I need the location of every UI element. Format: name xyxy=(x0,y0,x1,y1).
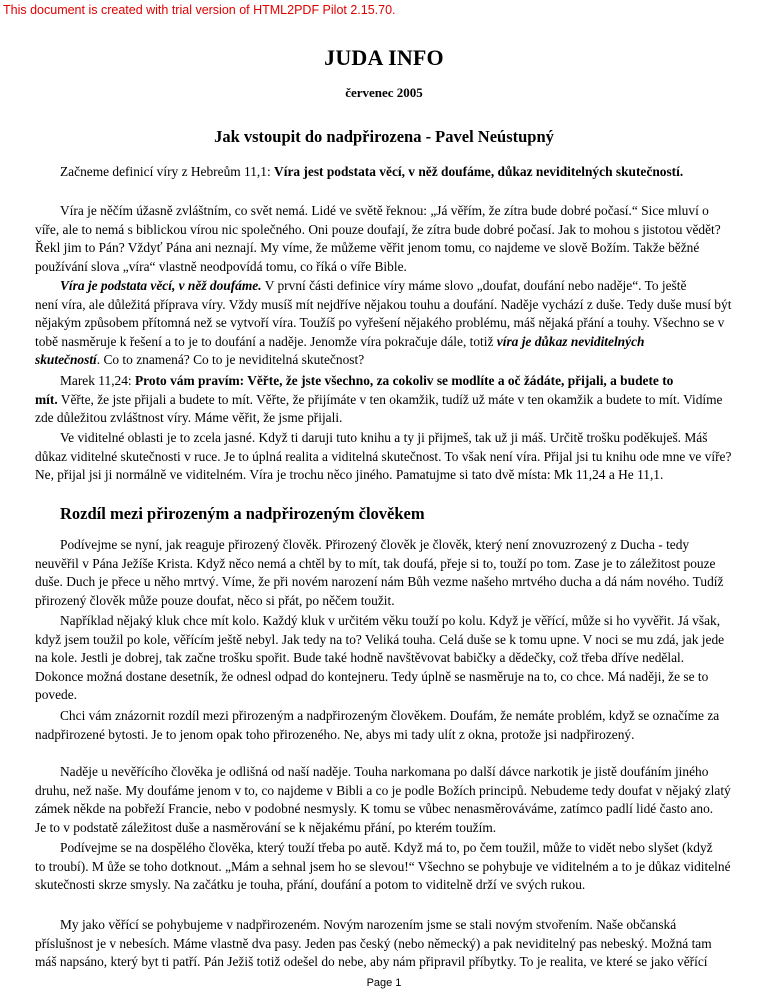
text-line: na kole. Jestli je dobrej, tak začne trošku spořit. Bude také hodně navštěvovat babičky a dědečky, což třeba dříve nedělal. xyxy=(35,650,685,665)
text-line: Víra je něčím úžasně zvláštním, co svět nemá. Lidé ve světě řeknou: „Já věřím, že zítra bude dobré počasí.“ Sice mluví o xyxy=(60,203,709,218)
bold-quote: mít. xyxy=(35,391,58,407)
bold-italic-quote: skutečností xyxy=(35,352,97,367)
bold-italic-quote: Víra je podstata věcí, v něž doufáme. xyxy=(60,278,262,293)
text-line: Ve viditelné oblasti je to zcela jasné. Když ti daruji tuto knihu a ty ji přijmeš, tak už ji máš. Určitě trošku poděkuješ. Máš xyxy=(60,430,708,445)
text-line: nadpřirozené bytosti. Je to jenom opak toho přirozeného. Ne, abys mi tady ulít z okna, protože jsi nadpřirozený. xyxy=(35,726,635,742)
text-line: víře, ale to nemá s biblickou vírou nic společného. Oni pouze doufají, že zítra bude dobré počasí. Jak to mohou s jistotou vědět? xyxy=(35,221,721,237)
text-line: skutečnosti skrze smysly. Na začátku je touha, přání, doufání a potom to viditelně drží ve svých rukou. xyxy=(35,877,586,892)
text-line: to troubí). M ůže se toho dotknout. „Mám a sehnal jsem ho se slevou!“ Všechno se pohybuje ve viditelném a to je důkaz viditelné xyxy=(35,858,731,874)
paragraph-4 xyxy=(35,372,733,428)
text-line: Je to v podstatě záležitost duše a nasměrování se k nějakému přání, po kterém toužím. xyxy=(35,819,497,835)
paragraph-8 xyxy=(35,707,733,744)
text-line: neuvěřil v Pána Ježíše Krista. Když něco nemá a chtěl by to mít, tak doufá, přeje si to, touží po tom. Zase je to záležitost pouze xyxy=(35,555,716,571)
text: tobě nasměruje k řešení a to je to doufání a naděje. Jenomže víra pokračuje dále, totiž xyxy=(35,333,497,349)
text-line: povede. xyxy=(35,687,78,702)
paragraph-definition xyxy=(35,163,733,182)
text-line: zde důležitou zvláštnost víry. Máme věřit, že jsme přijali. xyxy=(35,410,343,425)
text-line: Dokonce možná dostane desetník, že odnesl odpad do kontejneru. Tedy úplně se nasměruje na to, co chce. Má naději, že se to xyxy=(35,668,709,684)
paragraph-6 xyxy=(35,536,733,610)
paragraph-2 xyxy=(35,202,733,276)
text-line: když jsem toužil po kole, věřícím ještě nebyl. Jak tedy na to? Veliká touha. Celá duše se k tomu upne. V noci se mu zdá, jak jede xyxy=(35,631,725,647)
text-line: Podívejme se na dospělého člověka, který touží třeba po autě. Když má to, po čem toužil, může to vidět nebo slyšet (když xyxy=(60,840,713,855)
paragraph-9 xyxy=(35,763,733,837)
text-line: nějakým způsobem přítomná než se vytvoří víra. Toužíš po vyřešení nějakého problému, máš nějaká přání a touhy. Všechno se v xyxy=(35,315,725,330)
text-line: Naděje u nevěřícího člověka je odlišná od naší naděje. Touha narkomana po další dávce narkotik je jistě doufáním jiného xyxy=(60,764,709,779)
text-line: zámek někde na pobřeží Francie, nebo v podobné nesmysly. K tomu se vůbec nenasměrováváme, zatímco padlí lidé často ano. xyxy=(35,801,714,816)
bold-quote: Víra jest podstata věcí, v něž doufáme, důkaz neviditelných skutečností. xyxy=(274,164,684,179)
text-line: příslušnost je v nebesích. Máme vlastně dva pasy. Jeden pas český (nebo německý) a pak neviditelný pas nebeský. Možná tam xyxy=(35,935,712,951)
trial-banner: This document is created with trial version of HTML2PDF Pilot 2.15.70. xyxy=(3,3,396,17)
text-line: Například nějaký kluk chce mít kolo. Každý kluk v určitém věku touží po kolu. Když je věřící, může si ho vyvěřit. Já však, xyxy=(60,613,721,628)
paragraph-10 xyxy=(35,839,733,895)
text: Marek 11,24: xyxy=(60,373,135,388)
text: . Co to znamená? Co to je neviditelná skutečnost? xyxy=(96,352,365,367)
article-heading: Jak vstoupit do nadpřirozena - Pavel Neústupný xyxy=(214,127,554,146)
text-line: důkaz viditelné skutečnosti v ruce. Je to úplná realita a viditelná skutečnost. To však není víra. Přijal jsi tu knihu ode mne ve víře? xyxy=(35,448,732,464)
paragraph-3 xyxy=(35,277,733,370)
text-line: Podívejme se nyní, jak reaguje přirozený člověk. Přirozený člověk je člověk, který není znovuzrozený z Ducha - tedy xyxy=(60,537,690,552)
bold-italic-quote: víra je důkaz neviditelných xyxy=(496,333,645,349)
text: V první části definice víry máme slovo „doufat, doufání nebo naděje“. To ještě xyxy=(261,278,687,293)
text: Věřte, že jste přijali a budete to mít. Věřte, že přijímáte v ten okamžik, tudíž už máte v ten okamžik a budete to mít. Vidíme xyxy=(57,391,723,407)
text-line: druhu, než naše. My doufáme jenom v to, co najdeme v Bibli a co je podle Božích principů. Nebudeme tedy doufat v nějaký zlatý xyxy=(35,782,731,798)
paragraph-11 xyxy=(35,916,733,972)
paragraph-7 xyxy=(35,612,733,705)
section-heading: Rozdíl mezi přirozeným a nadpřirozeným člověkem xyxy=(60,504,425,523)
text-line: používání slova „víra“ vlastně neodpovídá tomu, co říká o víře Bible. xyxy=(35,258,407,274)
text-line: Ne, přijal jsi ji normálně ve viditelném. Víra je trochu něco jiného. Pamatujme si tato dvě místa: Mk 11,24 a He 11,1. xyxy=(35,467,664,482)
text-line: My jako věřící se pohybujeme v nadpřirozeném. Novým narozením jsme se stali novým stvořením. Naše občanská xyxy=(60,917,677,932)
issue-date: červenec 2005 xyxy=(345,85,423,100)
bold-quote: Proto vám pravím: Věřte, že jste všechno, za cokoliv se modlíte a oč žádáte, přijali, a budete to xyxy=(135,373,674,388)
page-number: Page 1 xyxy=(366,977,402,989)
text: Začneme definicí víry z Hebreům 11,1: xyxy=(60,164,275,179)
document-title: JUDA INFO xyxy=(324,45,444,70)
text-line: Řekl jim to Pán? Vždyť Pána ani neznají. My víme, že můžeme věřit jenom tomu, co najdeme ve slově Božím. Takže běžné xyxy=(35,240,700,255)
paragraph-5 xyxy=(35,429,733,485)
text-line: duše. Duch je přece u něho mrtvý. Víme, že při novém narození nám Bůh vezme našeho mrtvého ducha a dá nám nového. Tudíž xyxy=(35,574,724,589)
text-line: přirozený člověk může pouze doufat, něco si přát, po něčem toužit. xyxy=(35,592,395,608)
text-line: Chci vám znázornit rozdíl mezi přirozeným a nadpřirozeným člověkem. Doufám, že nemáte problém, když se označíme za xyxy=(60,708,720,723)
text-line: máš napsáno, který byt ti patří. Pán Ježiš totiž odešel do nebe, aby nám připravil příbytky. To je realita, ve které se jako věřící xyxy=(35,954,708,969)
text-line: není víra, ale důležitá příprava víry. Vždy musíš mít nejdříve nějakou touhu a doufání. Naděje vychází z duše. Tedy duše musí být xyxy=(35,296,732,312)
